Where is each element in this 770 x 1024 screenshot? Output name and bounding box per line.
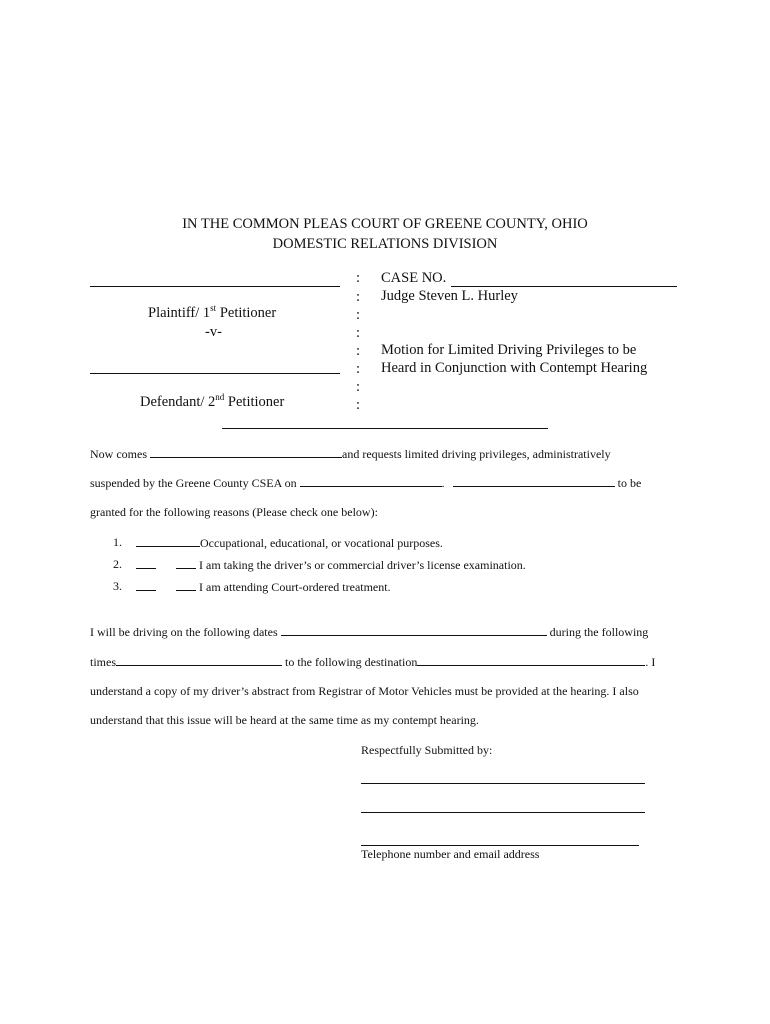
plaintiff-suffix: Petitioner (216, 305, 277, 321)
court-title: IN THE COMMON PLEAS COURT OF GREENE COUNTY, OHIO (182, 216, 588, 232)
option-checkbox[interactable] (136, 535, 200, 547)
option-text: I am taking the driver’s or commercial driver’s license examination. (199, 558, 526, 572)
signature-line[interactable] (361, 783, 645, 784)
times-line (90, 654, 655, 670)
colon: : (356, 307, 361, 323)
option-license-exam (136, 557, 526, 573)
motion-title-line2: Heard in Conjunction with Contempt Hearing (381, 360, 648, 376)
printed-name-line[interactable] (361, 812, 645, 813)
defendant-sup: nd (215, 392, 225, 403)
option-occupational (136, 535, 443, 551)
destination-text: to the following destination (285, 655, 418, 669)
now-comes-line (90, 446, 611, 462)
now-comes-text: Now comes (90, 447, 147, 461)
caption-separator (222, 428, 548, 429)
times-field[interactable] (116, 654, 282, 666)
party-name-field[interactable] (150, 446, 342, 458)
driving-dates-line (90, 624, 648, 640)
granted-text: granted for the following reasons (Please check one below): (90, 505, 378, 519)
during-text: during the following (549, 625, 649, 639)
requests-text: and requests limited driving privileges, administratively (342, 447, 611, 461)
to-be-text: to be (617, 476, 642, 490)
defendant-label (140, 394, 284, 411)
suspension-detail-field[interactable] (453, 475, 615, 487)
colon: : (356, 397, 361, 413)
colon: : (356, 361, 361, 377)
motion-title-line1: Motion for Limited Driving Privileges to be (381, 342, 637, 358)
plaintiff-label-text: Plaintiff/ 1 (148, 305, 211, 321)
colon: : (356, 325, 361, 341)
hearing-text: understand that this issue will be heard at the same time as my contempt hearing. (90, 713, 479, 727)
option-text: Occupational, educational, or vocational purposes. (200, 536, 443, 550)
contact-line[interactable] (361, 845, 639, 846)
option-number: 2. (113, 557, 122, 571)
judge-name: Judge Steven L. Hurley (381, 288, 518, 304)
plaintiff-sup: st (210, 303, 217, 314)
colon: : (356, 343, 361, 359)
option-number: 3. (113, 579, 122, 593)
option-checkbox[interactable] (176, 557, 196, 569)
driving-dates-text: I will be driving on the following dates (90, 625, 278, 639)
submitted-by-label: Respectfully Submitted by: (361, 743, 493, 757)
plaintiff-name-line (90, 286, 340, 287)
colon: : (356, 270, 361, 286)
division-title: DOMESTIC RELATIONS DIVISION (272, 236, 498, 252)
option-checkbox[interactable] (136, 557, 156, 569)
times-text: times (90, 655, 116, 669)
colon: : (356, 379, 361, 395)
defendant-suffix: Petitioner (224, 394, 285, 410)
option-treatment (136, 579, 391, 595)
option-checkbox[interactable] (176, 579, 196, 591)
case-number-field[interactable] (451, 286, 677, 287)
suspension-date-field[interactable] (300, 475, 442, 487)
defendant-label-text: Defendant/ 2 (140, 394, 216, 410)
defendant-name-line (90, 373, 340, 374)
destination-field[interactable] (417, 654, 645, 666)
period-text: . (441, 476, 445, 490)
case-number-label: CASE NO. (381, 270, 447, 286)
abstract-text: understand a copy of my driver’s abstract from Registrar of Motor Vehicles must be provided at the hearing. I also (90, 684, 639, 698)
option-number: 1. (113, 535, 122, 549)
suspended-text: suspended by the Greene County CSEA on (90, 476, 297, 490)
option-text: I am attending Court-ordered treatment. (199, 580, 391, 594)
plaintiff-label (148, 305, 276, 322)
contact-label: Telephone number and email address (361, 847, 540, 861)
destination-end-text: . I (645, 655, 656, 669)
option-checkbox[interactable] (136, 579, 156, 591)
versus-label: -v- (205, 324, 222, 340)
colon: : (356, 289, 361, 305)
driving-dates-field[interactable] (281, 624, 547, 636)
suspended-line (90, 475, 641, 491)
